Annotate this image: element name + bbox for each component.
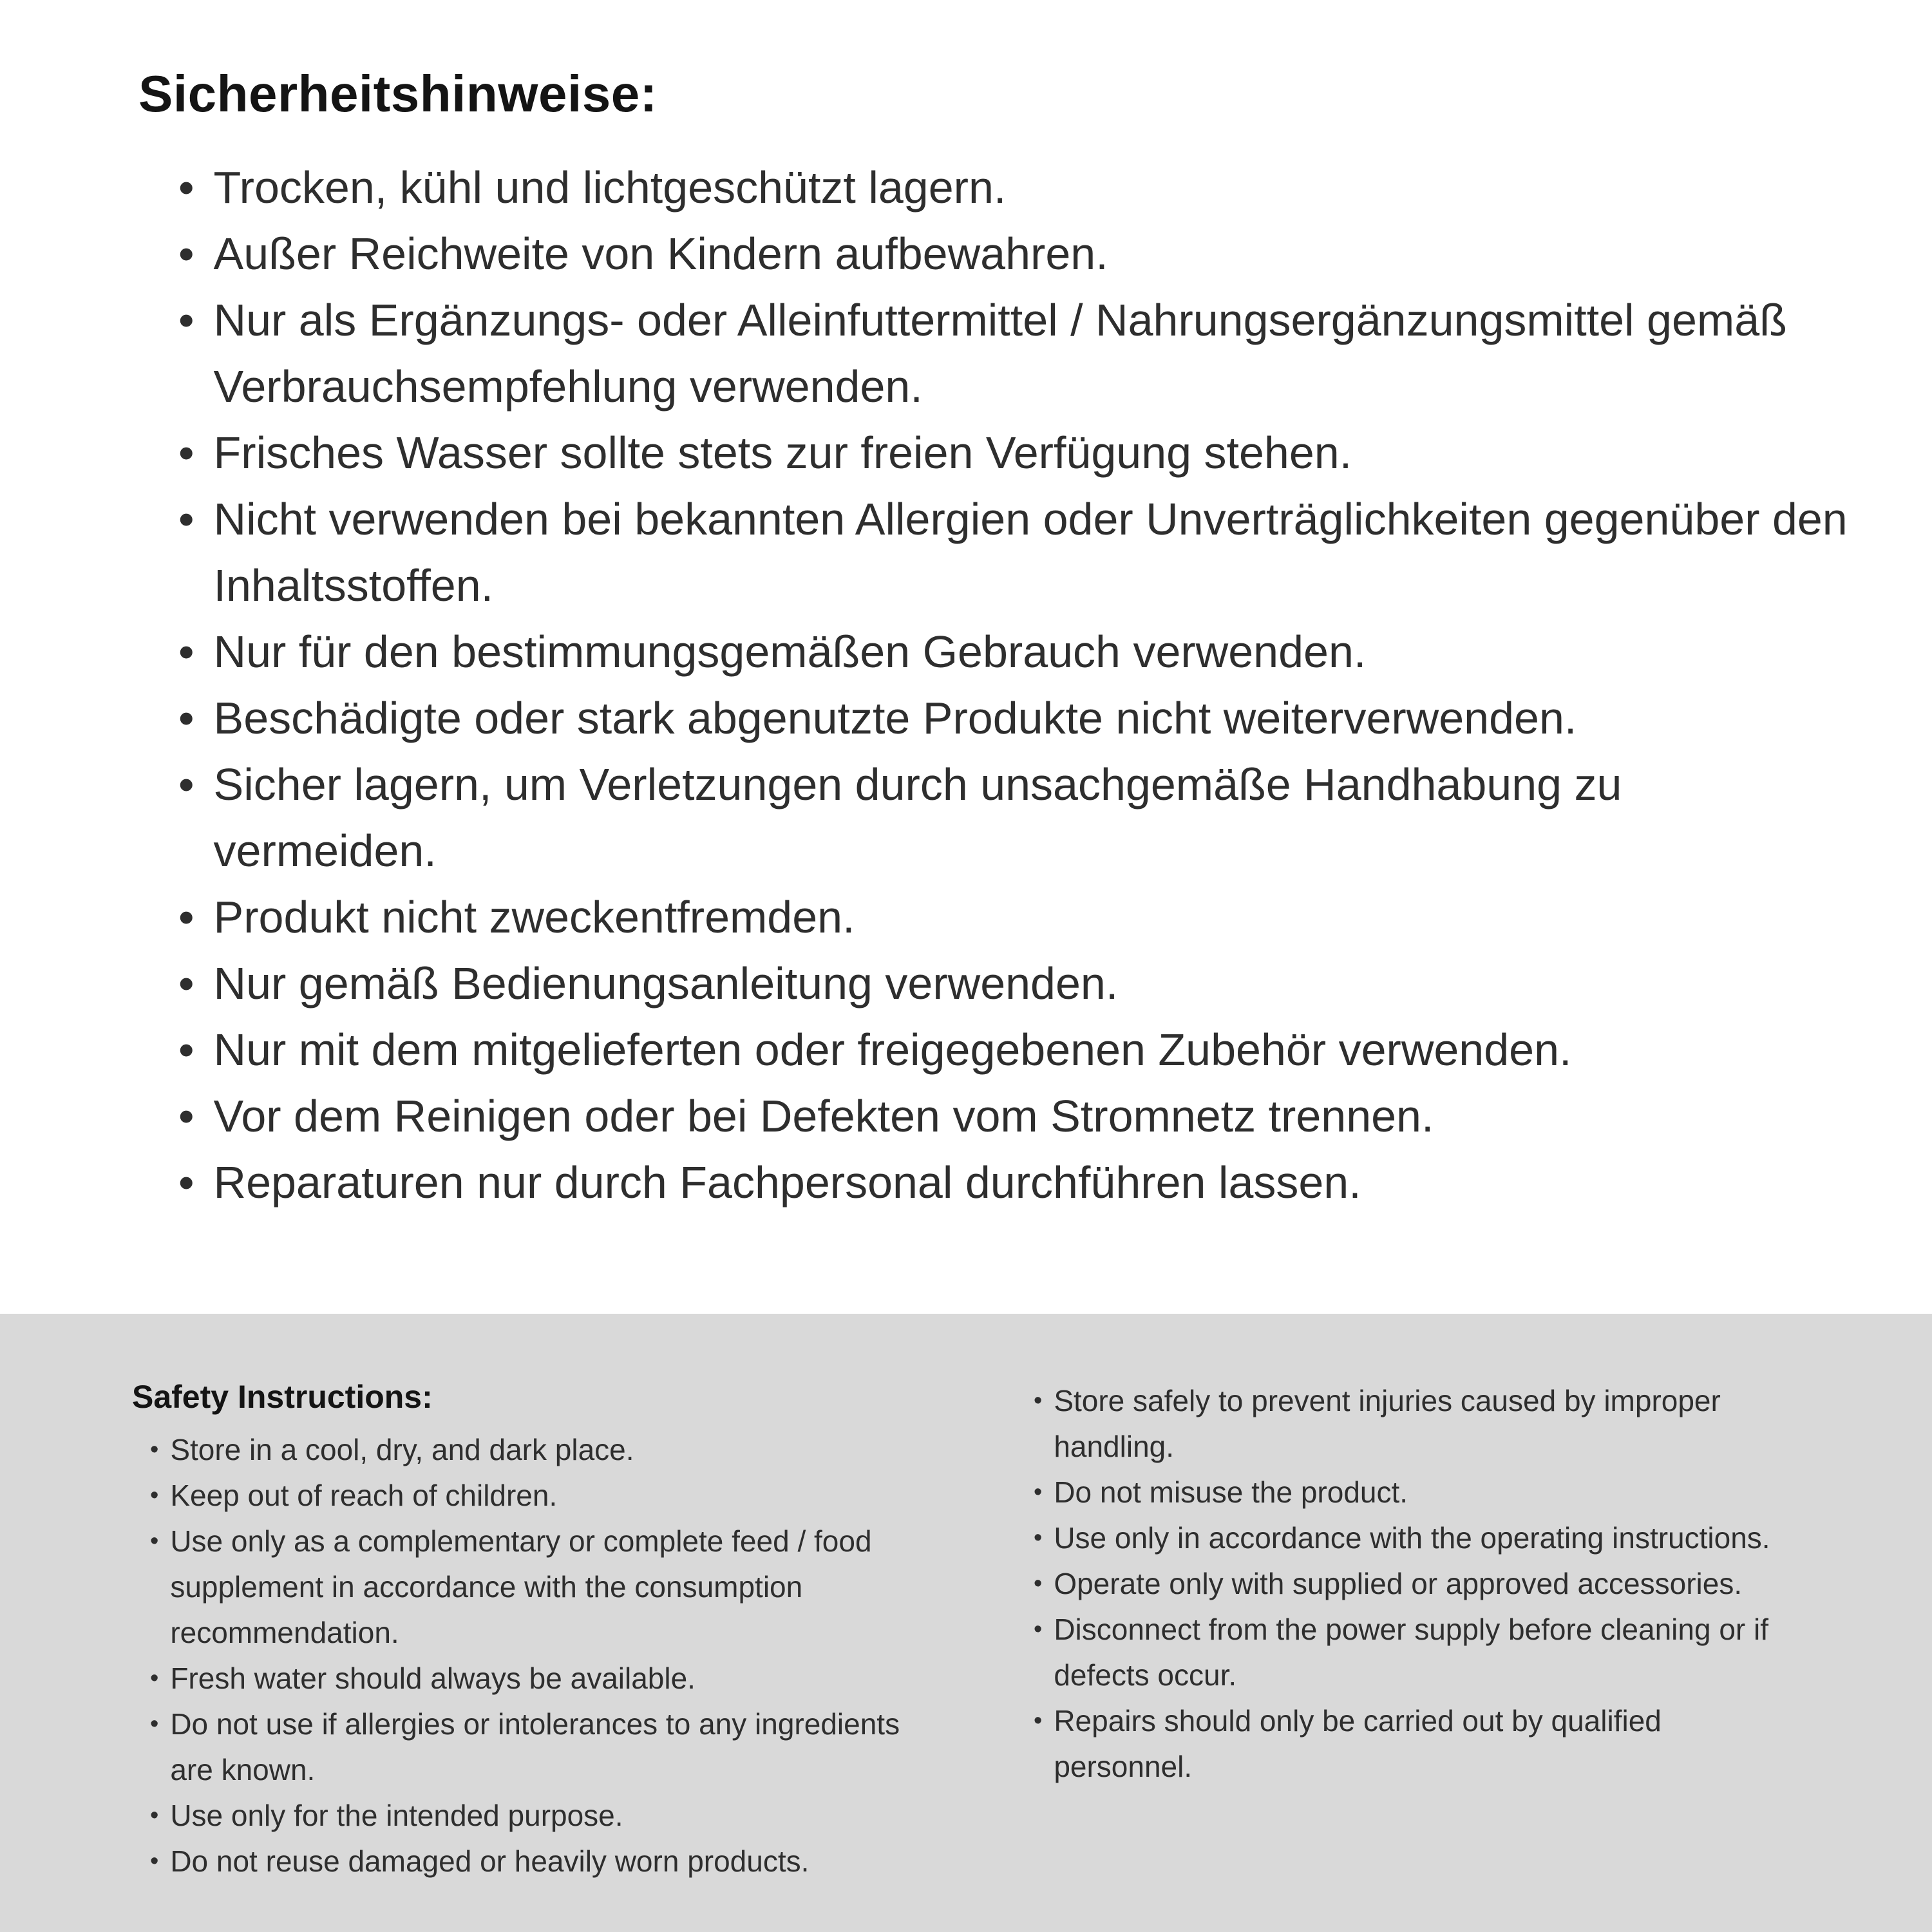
english-safety-list-item — [150, 1427, 943, 1473]
german-safety-item-text: Nur mit dem mitgelieferten oder freigegebenen Zubehör verwenden. — [213, 1025, 1572, 1075]
german-safety-item-text: Nur als Ergänzungs- oder Alleinfuttermittel / Nahrungsergänzungsmittel gemäß Verbrauchsempfehlung verwenden. — [213, 295, 1787, 412]
german-safety-item-text: Beschädigte oder stark abgenutzte Produkte nicht weiterverwenden. — [213, 693, 1577, 743]
english-safety-item-text: Do not reuse damaged or heavily worn products. — [170, 1844, 810, 1878]
german-safety-list-item — [178, 685, 1855, 752]
english-safety-list-item — [150, 1519, 943, 1656]
german-safety-item-text: Außer Reichweite von Kindern aufbewahren. — [213, 229, 1108, 279]
german-safety-item-text: Sicher lagern, um Verletzungen durch unsachgemäße Handhabung zu vermeiden. — [213, 759, 1622, 876]
english-safety-list-item — [1034, 1378, 1774, 1470]
bullet-icon: • — [150, 1482, 159, 1509]
english-safety-section — [0, 1314, 1932, 1932]
bullet-icon: • — [178, 958, 194, 1009]
german-safety-list-item — [178, 951, 1855, 1017]
bullet-icon: • — [1034, 1524, 1043, 1551]
bullet-icon: • — [178, 162, 194, 213]
bullet-icon: • — [150, 1436, 159, 1463]
german-safety-list-item — [178, 155, 1855, 221]
german-safety-list-item — [178, 619, 1855, 685]
english-safety-list-left — [132, 1427, 943, 1884]
german-safety-list-item — [178, 752, 1855, 884]
bullet-icon: • — [178, 428, 194, 478]
german-safety-item-text: Nur für den bestimmungsgemäßen Gebrauch verwenden. — [213, 627, 1367, 677]
bullet-icon: • — [1034, 1387, 1043, 1414]
english-safety-list-item — [150, 1793, 943, 1839]
english-section-title: Safety Instructions: — [132, 1379, 433, 1415]
german-safety-item-text: Reparaturen nur durch Fachpersonal durchführen lassen. — [213, 1157, 1361, 1208]
german-safety-item-text: Trocken, kühl und lichtgeschützt lagern. — [213, 162, 1007, 213]
german-safety-list — [138, 155, 1855, 1216]
german-safety-item-text: Produkt nicht zweckentfremden. — [213, 892, 855, 942]
english-safety-list-right — [1034, 1378, 1774, 1790]
english-right-column — [1034, 1378, 1774, 1790]
german-safety-list-item — [178, 420, 1855, 486]
english-safety-list-item — [150, 1473, 943, 1519]
bullet-icon: • — [150, 1802, 159, 1829]
english-safety-list-item — [150, 1839, 943, 1884]
german-safety-list-item — [178, 221, 1855, 287]
english-safety-item-text: Keep out of reach of children. — [170, 1479, 558, 1512]
german-safety-list-item — [178, 1083, 1855, 1150]
english-safety-item-text: Repairs should only be carried out by qualified personnel. — [1054, 1704, 1662, 1783]
bullet-icon: • — [1034, 1616, 1043, 1643]
english-safety-list-item — [1034, 1698, 1774, 1790]
english-safety-list-item — [1034, 1470, 1774, 1515]
bullet-icon: • — [150, 1848, 159, 1875]
bullet-icon: • — [178, 627, 194, 677]
bullet-icon: • — [178, 295, 194, 345]
bullet-icon: • — [178, 229, 194, 279]
bullet-icon: • — [1034, 1570, 1043, 1597]
english-safety-item-text: Do not misuse the product. — [1054, 1475, 1408, 1509]
english-safety-list-item — [150, 1701, 943, 1793]
english-safety-list-item — [1034, 1607, 1774, 1698]
english-safety-item-text: Use only as a complementary or complete feed / food supplement in accordance with the consumption recommendation. — [170, 1524, 872, 1649]
german-safety-item-text: Frisches Wasser sollte stets zur freien Verfügung stehen. — [213, 428, 1352, 478]
german-safety-item-text: Vor dem Reinigen oder bei Defekten vom Stromnetz trennen. — [213, 1091, 1434, 1141]
english-safety-item-text: Store safely to prevent injuries caused by improper handling. — [1054, 1384, 1721, 1463]
german-section-title: Sicherheitshinweise: — [138, 65, 658, 122]
german-safety-list-item — [178, 1017, 1855, 1083]
bullet-icon: • — [150, 1710, 159, 1738]
bullet-icon: • — [178, 759, 194, 810]
bullet-icon: • — [150, 1665, 159, 1692]
english-safety-item-text: Use only for the intended purpose. — [170, 1799, 623, 1832]
english-safety-item-text: Use only in accordance with the operating instructions. — [1054, 1521, 1770, 1555]
english-safety-list-item — [150, 1656, 943, 1701]
bullet-icon: • — [178, 494, 194, 544]
bullet-icon: • — [150, 1528, 159, 1555]
english-safety-item-text: Fresh water should always be available. — [170, 1662, 696, 1695]
german-safety-list-item — [178, 486, 1855, 619]
english-safety-item-text: Operate only with supplied or approved accessories. — [1054, 1567, 1743, 1600]
german-safety-list-item — [178, 287, 1855, 420]
bullet-icon: • — [178, 693, 194, 743]
english-safety-item-text: Disconnect from the power supply before cleaning or if defects occur. — [1054, 1613, 1768, 1692]
bullet-icon: • — [1034, 1479, 1043, 1506]
german-safety-item-text: Nicht verwenden bei bekannten Allergien oder Unverträglichkeiten gegenüber den Inhaltsstoffen. — [213, 494, 1848, 611]
bullet-icon: • — [1034, 1707, 1043, 1734]
english-safety-list-item — [1034, 1561, 1774, 1607]
german-safety-item-text: Nur gemäß Bedienungsanleitung verwenden. — [213, 958, 1119, 1009]
bullet-icon: • — [178, 1091, 194, 1141]
bullet-icon: • — [178, 892, 194, 942]
english-safety-item-text: Store in a cool, dry, and dark place. — [170, 1433, 634, 1466]
english-safety-item-text: Do not use if allergies or intolerances to any ingredients are known. — [170, 1707, 900, 1786]
bullet-icon: • — [178, 1025, 194, 1075]
german-safety-list-item — [178, 884, 1855, 951]
german-safety-list-item — [178, 1150, 1855, 1216]
english-safety-list-item — [1034, 1515, 1774, 1561]
english-left-column — [132, 1378, 943, 1884]
bullet-icon: • — [178, 1157, 194, 1208]
